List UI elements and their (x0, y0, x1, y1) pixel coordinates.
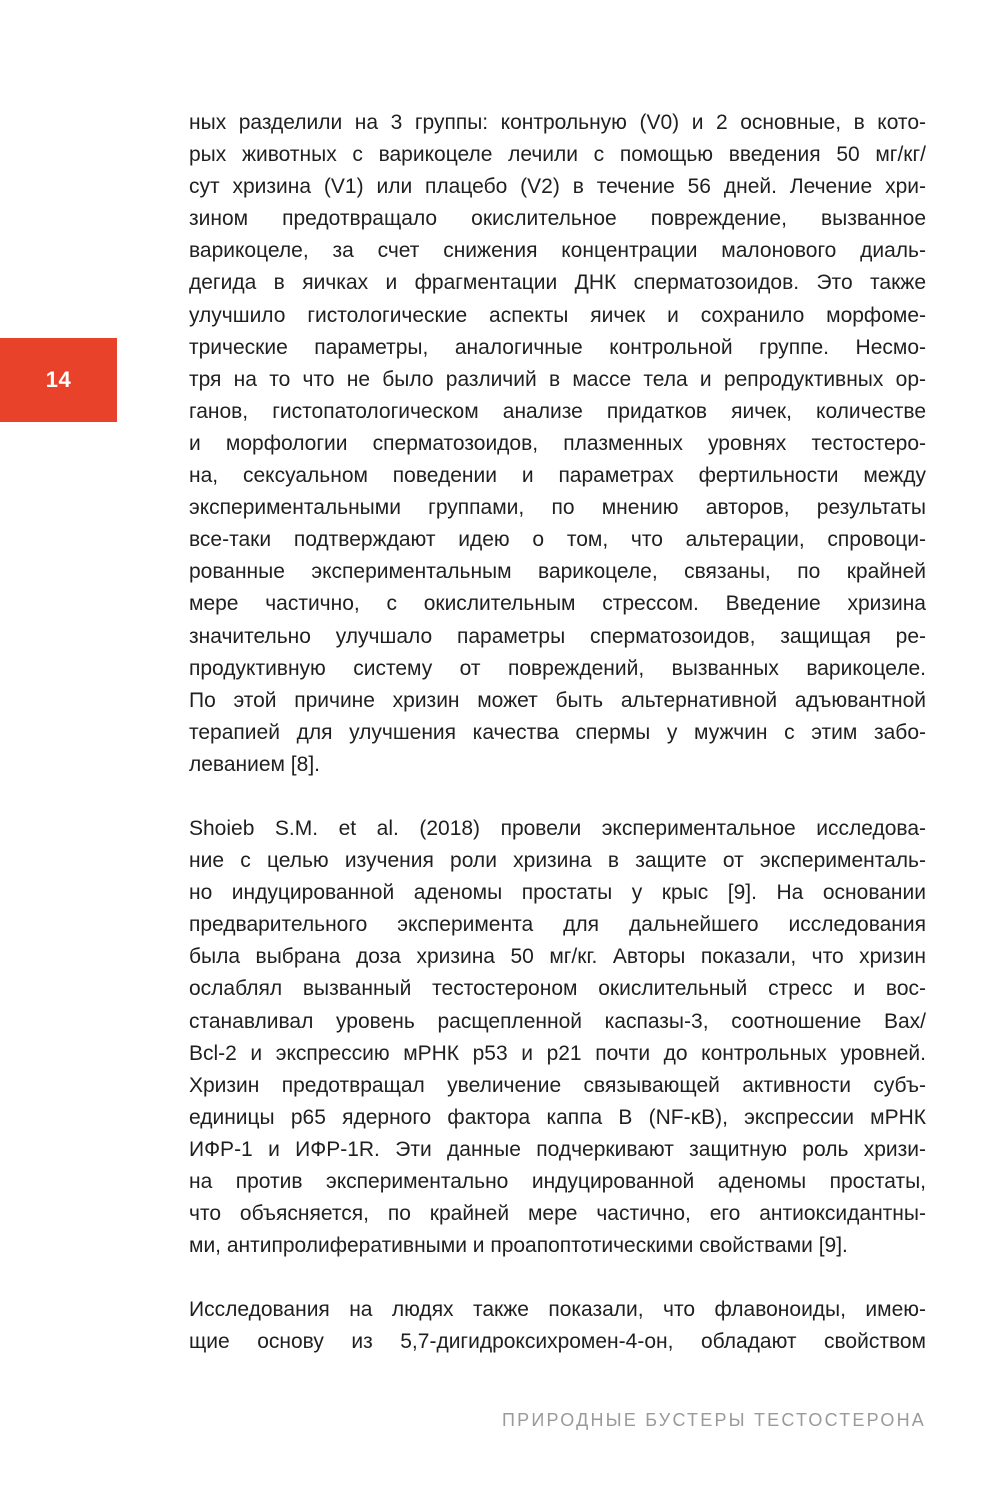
text-line: сут хризина (V1) или плацебо (V2) в течение 56 дней. Лечение хри- (189, 175, 926, 199)
running-footer: ПРИРОДНЫЕ БУСТЕРЫ ТЕСТОСТЕРОНА (501, 1410, 926, 1430)
text-line: что объясняется, по крайней мере частично, его антиоксидантны- (189, 1202, 926, 1226)
text-line: рых животных с варикоцеле лечили с помощью введения 50 мг/кг/ (189, 143, 926, 167)
text-line: ганов, гистопатологическом анализе придатков яичек, количестве (189, 399, 926, 423)
text-line: предварительного эксперимента для дальнейшего исследования (189, 913, 926, 937)
text-line: Bcl-2 и экспрессию мРНК p53 и p21 почти до контрольных уровней. (189, 1041, 926, 1065)
paragraph (189, 1294, 926, 1358)
text-line: продуктивную систему от повреждений, вызванных варикоцеле. (189, 656, 926, 680)
text-line: дегида в яичках и фрагментации ДНК сперматозоидов. Это также (189, 271, 926, 295)
text-line: По этой причине хризин может быть альтернативной адъювантной (189, 688, 926, 712)
page-number: 14 (45, 367, 72, 392)
text-line: все-таки подтверждают идею о том, что альтерации, спровоци- (189, 528, 926, 552)
page-number-tab (0, 338, 117, 422)
text-line: терапией для улучшения качества спермы у мужчин с этим забо- (189, 720, 926, 744)
text-line: ослаблял вызванный тестостероном окислительный стресс и вос- (189, 977, 926, 1001)
text-line: Хризин предотвращал увеличение связывающей активности субъ- (189, 1073, 926, 1097)
text-line: и морфологии сперматозоидов, плазменных уровнях тестостеро- (189, 431, 926, 455)
text-line: рованные экспериментальным варикоцеле, связаны, по крайней (189, 560, 926, 584)
paragraph-spacer (189, 1262, 926, 1294)
text-line: но индуцированной аденомы простаты у крыс [9]. На основании (189, 881, 926, 905)
paragraph (189, 107, 926, 781)
text-line: станавливал уровень расщепленной каспазы-3, соотношение Bax/ (189, 1009, 926, 1033)
paragraph (189, 813, 926, 1262)
paragraph-spacer (189, 781, 926, 813)
text-line: трические параметры, аналогичные контрольной группе. Несмо- (189, 335, 926, 359)
text-line: была выбрана доза хризина 50 мг/кг. Авторы показали, что хризин (189, 945, 926, 969)
text-line: варикоцеле, за счет снижения концентрации малонового диаль- (189, 239, 926, 263)
text-line: на против экспериментально индуцированной аденомы простаты, (189, 1170, 926, 1193)
text-line: леванием [8]. (189, 752, 320, 776)
text-line: ных разделили на 3 группы: контрольную (V0) и 2 основные, в кото- (189, 111, 926, 134)
text-line: ИФР-1 и ИФР-1R. Эти данные подчеркивают защитную роль хризи- (189, 1137, 926, 1161)
text-line: единицы p65 ядерного фактора каппа B (NF-κB), экспрессии мРНК (189, 1105, 926, 1129)
text-line: улучшило гистологические аспекты яичек и сохранило морфоме- (189, 303, 926, 327)
body-text (189, 107, 926, 1358)
text-line: ние с целью изучения роли хризина в защите от эксперименталь- (189, 849, 926, 873)
text-line: на, сексуальном поведении и параметрах фертильности между (189, 464, 926, 488)
text-line: зином предотвращало окислительное повреждение, вызванное (189, 207, 926, 231)
text-line: ми, антипролиферативными и проапоптотическими свойствами [9]. (189, 1234, 848, 1258)
text-line: значительно улучшало параметры сперматозоидов, защищая ре- (189, 624, 926, 648)
text-line: мере частично, с окислительным стрессом. Введение хризина (189, 592, 926, 616)
text-line: тря на то что не было различий в массе тела и репродуктивных ор- (189, 367, 926, 391)
text-line: Shoieb S.M. et al. (2018) провели экспериментальное исследова- (189, 816, 926, 840)
text-line: экспериментальными группами, по мнению авторов, результаты (189, 496, 926, 520)
text-line: щие основу из 5,7-дигидроксихромен-4-он, обладают свойством (189, 1330, 926, 1354)
text-line: Исследования на людях также показали, что флавоноиды, имею- (189, 1298, 926, 1322)
